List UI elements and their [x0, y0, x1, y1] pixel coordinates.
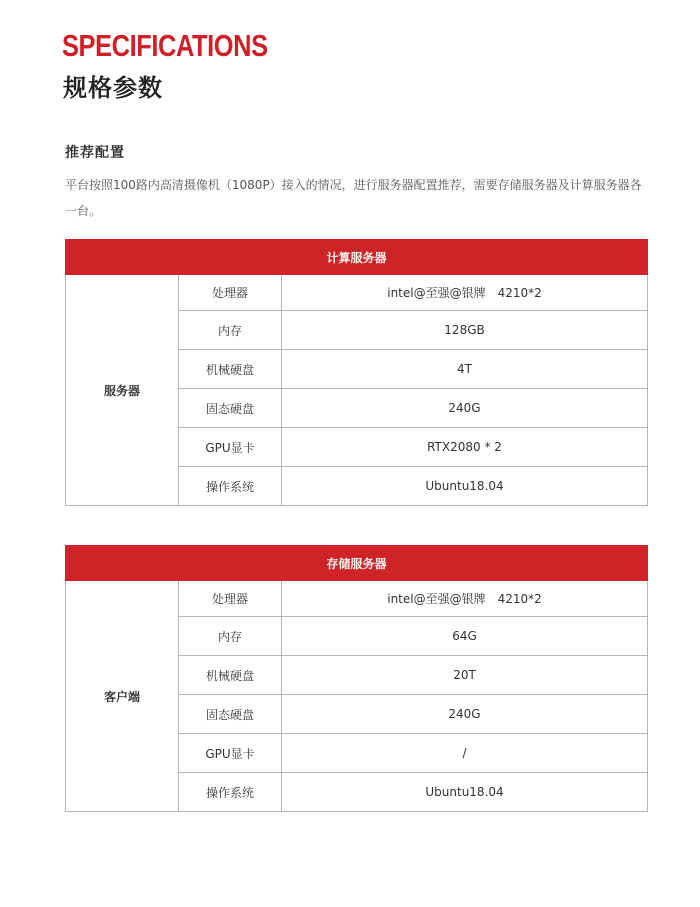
row-group-label: 服务器: [66, 275, 179, 506]
spec-label: 固态硬盘: [179, 695, 282, 734]
spec-value: 240G: [282, 695, 648, 734]
spec-label: 操作系统: [179, 467, 282, 506]
spec-value: RTX2080 * 2: [282, 428, 648, 467]
spec-value: Ubuntu18.04: [282, 467, 648, 506]
spec-label: GPU显卡: [179, 734, 282, 773]
spec-value: intel@至强@银牌 4210*2: [282, 581, 648, 617]
spec-label: 处理器: [179, 275, 282, 311]
spec-value: intel@至强@银牌 4210*2: [282, 275, 648, 311]
page-title-en: SPECIFICATIONS: [62, 28, 268, 63]
spec-label: 内存: [179, 617, 282, 656]
spec-label: 机械硬盘: [179, 656, 282, 695]
row-group-label: 客户端: [66, 581, 179, 812]
spec-label: 固态硬盘: [179, 389, 282, 428]
table-header: 计算服务器: [66, 240, 648, 275]
table-header: 存储服务器: [66, 546, 648, 581]
spec-label: 处理器: [179, 581, 282, 617]
spec-label: 机械硬盘: [179, 350, 282, 389]
spec-label: GPU显卡: [179, 428, 282, 467]
section-title: 推荐配置: [65, 145, 125, 161]
table-row: [66, 275, 648, 311]
page-title-zh: 规格参数: [63, 74, 163, 102]
spec-value: 240G: [282, 389, 648, 428]
spec-value: 20T: [282, 656, 648, 695]
spec-value: 64G: [282, 617, 648, 656]
table-row: [66, 581, 648, 617]
spec-value: 4T: [282, 350, 648, 389]
spec-label: 内存: [179, 311, 282, 350]
spec-value: 128GB: [282, 311, 648, 350]
intro-paragraph: 平台按照100路内高清摄像机（1080P）接入的情况，进行服务器配置推荐，需要存储服务器及计算服务器各一台。: [65, 178, 642, 218]
spec-value: /: [282, 734, 648, 773]
spec-label: 操作系统: [179, 773, 282, 812]
spec-value: Ubuntu18.04: [282, 773, 648, 812]
compute-server-table: [65, 239, 648, 506]
storage-server-table: [65, 545, 648, 812]
